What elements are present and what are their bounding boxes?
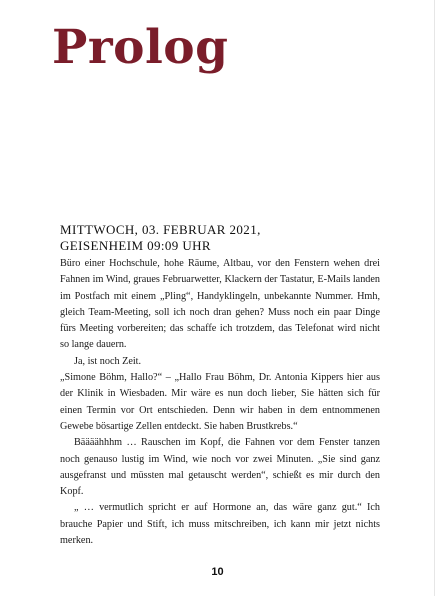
chapter-title: Prolog [52,20,229,75]
section-heading-place-time: GEISENHEIM 09:09 UHR [60,238,211,253]
paragraph: „Simone Böhm, Hallo?“ – „Hallo Frau Böhm, Dr. Antonia Kippers hier aus der Klinik in Wiesbaden. Mir wäre es nun doch lieber, Sie hätten sich für einen Termin vor Ort entschieden. Denn wir haben in dem entnommenen Gewebe bösartige Zellen entdeckt. Sie haben Brustkrebs.“ [60,372,380,432]
paragraph: Büro einer Hochschule, hohe Räume, Altbau, vor den Fenstern wehen drei Fahnen im Wind, graues Februarwetter, Klackern der Tastatur, E-Mails landen im Postfach mit einem „Pling“, Handyklingeln, unbekannte Nummer. Hmh, gleich Team-Meeting, soll ich noch dran gehen? Muss noch ein paar Dinge fürs Meeting vorbereiten; das schaffe ich trotzdem, das Telefonat wird nicht so lange dauern. [60,258,380,351]
paragraph: Ja, ist noch Zeit. [74,355,142,367]
paragraph: „ … vermutlich spricht er auf Hormone an, das wäre ganz gut.“ Ich brauche Papier und Stift, ich muss mitschreiben, ich kann mir jetzt nichts merken. [60,502,380,547]
section-heading-date: MITTWOCH, 03. FEBRUAR 2021, [60,222,261,237]
page-number: 10 [211,566,224,578]
section-heading [60,222,380,254]
paragraph: Bäääähhhm … Rauschen im Kopf, die Fahnen vor dem Fenster tanzen noch genauso lustig im Wind, wie noch vor zwei Minuten. „Sie sind ganz ausgefranst und müssten mal getauscht werden“, schießt es mir durch den Kopf. [60,437,380,498]
body-text [60,256,380,549]
